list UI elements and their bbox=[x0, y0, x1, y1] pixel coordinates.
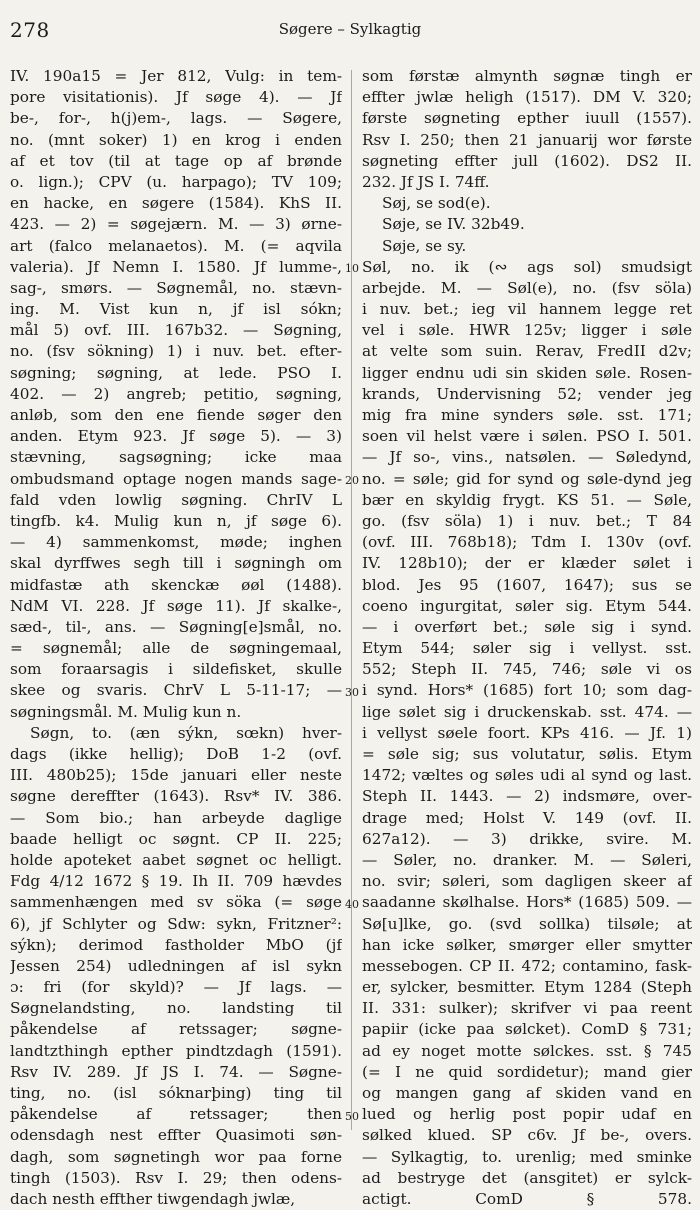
text-line: Jessen 254) udledningen af isl sykn bbox=[10, 956, 342, 975]
line-number: 30 bbox=[345, 685, 359, 699]
text-line: søgningsmål. M. Mulig kun n. bbox=[10, 702, 242, 721]
text-line: sæd-, til-, ans. — Søgning[e]smål, no. bbox=[10, 617, 342, 636]
left-column bbox=[10, 66, 342, 1210]
text-line: — Sylkagtig, to. urenlig; med sminke bbox=[362, 1147, 692, 1166]
text-line: Søje, se sy. bbox=[382, 236, 467, 255]
text-line: som førstæ almynth søgnæ tingh er bbox=[362, 67, 692, 85]
right-column bbox=[362, 66, 692, 1210]
text-line: skee og svaris. ChrV L 5-11-17; — bbox=[10, 681, 342, 700]
text-line: Fdg 4/12 1672 § 19. Ih II. 709 hævdes bbox=[10, 872, 342, 891]
text-line: Etym 544; søler sig i vellyst. sst. bbox=[362, 639, 692, 658]
text-line: sýkn); derimod fastholder MbO (jf bbox=[10, 935, 342, 954]
line-number: 10 bbox=[345, 261, 359, 275]
text-line: drage med; Holst V. 149 (ovf. II. bbox=[362, 808, 692, 827]
text-line: landtzthingh epther pindtzdagh (1591). bbox=[10, 1041, 342, 1060]
text-line: (ovf. III. 768b18); Tdm I. 130v (ovf. bbox=[362, 533, 692, 552]
text-line: be-, for-, h(j)em-, lags. — Søgere, bbox=[10, 109, 342, 128]
text-line: og mangen gang af skiden vand en bbox=[362, 1084, 692, 1102]
text-line: no. (mnt soker) 1) en krog i enden bbox=[10, 130, 342, 149]
text-line: IV. 128b10); der er klæder sølet i bbox=[362, 554, 692, 573]
text-line: 6), jf Schlyter og Sdw: sykn, Fritzner²: bbox=[10, 914, 342, 933]
text-line: påkendelse af retssager; then bbox=[10, 1105, 342, 1124]
text-line: o. lign.); CPV (u. harpago); TV 109; bbox=[10, 172, 342, 191]
text-line: go. (fsv söla) 1) i nuv. bet.; T 84 bbox=[362, 511, 692, 530]
text-line: no. (fsv sökning) 1) i nuv. bet. efter- bbox=[10, 342, 342, 361]
text-line: i synd. Hors* (1685) fort 10; som dag- bbox=[362, 681, 692, 700]
text-line: ligger endnu udi sin skiden søle. Rosen- bbox=[362, 363, 692, 382]
text-line: ɔ: fri (for skyld)? — Jf lags. — bbox=[10, 978, 342, 997]
text-line: effter jwlæ heligh (1517). DM V. 320; bbox=[362, 88, 692, 107]
text-line: dach nesth effther tiwgendagh jwlæ, bbox=[10, 1189, 296, 1208]
text-line: odensdagh nest effter Quasimoti søn- bbox=[10, 1126, 342, 1145]
text-line: mål 5) ovf. III. 167b32. — Søgning, bbox=[10, 321, 342, 340]
text-line: anden. Etym 923. Jf søge 5). — 3) bbox=[10, 427, 342, 446]
text-line: Steph II. 1443. — 2) indsmøre, over- bbox=[362, 787, 692, 806]
text-line: i nuv. bet.; ieg vil hannem legge ret bbox=[362, 300, 692, 319]
text-line: sammenhængen med sv söka (= søge bbox=[10, 893, 342, 912]
text-line: saadanne skølhalse. Hors* (1685) 509. — bbox=[362, 893, 692, 912]
text-line: III. 480b25); 15de januari eller neste bbox=[10, 766, 342, 785]
text-line: bær en skyldig frygt. KS 51. — Søle, bbox=[362, 490, 692, 509]
text-line: (= I ne quid sordidetur); mand gier bbox=[362, 1062, 692, 1081]
text-line: vel i søle. HWR 125v; ligger i søle bbox=[362, 321, 692, 340]
text-line: 627a12). — 3) drikke, svire. M. bbox=[362, 829, 692, 848]
text-line: påkendelse af retssager; søgne- bbox=[10, 1020, 342, 1039]
text-line: tingfb. k4. Mulig kun n, jf søge 6). bbox=[10, 511, 342, 530]
text-line: papiir (icke paa sølcket). ComD § 731; bbox=[362, 1020, 692, 1039]
text-line: lued og herlig post popir udaf en bbox=[362, 1105, 692, 1124]
text-line: baade helligt oc søgnt. CP II. 225; bbox=[10, 829, 342, 848]
page-number: 278 bbox=[10, 18, 50, 42]
text-line: IV. 190a15 = Jer 812, Vulg: in tem- bbox=[10, 67, 342, 85]
text-line: dags (ikke hellig); DoB 1-2 (ovf. bbox=[10, 745, 342, 763]
text-line: dagh, som søgnetingh wor paa forne bbox=[10, 1147, 342, 1166]
text-line: han icke sølker, smørger eller smytter bbox=[362, 935, 692, 954]
text-line: tingh (1503). Rsv I. 29; then odens- bbox=[10, 1168, 342, 1187]
text-line: no. svir; søleri, som dagligen skeer af bbox=[362, 872, 692, 891]
text-line: Søgn, to. (æn sýkn, sœkn) hver- bbox=[30, 723, 342, 742]
running-head: Søgere – Sylkagtig bbox=[278, 20, 422, 38]
text-line: stævning, sagsøgning; icke maa bbox=[10, 448, 342, 467]
text-line: valeria). Jf Nemn I. 1580. Jf lumme-, bbox=[10, 257, 342, 276]
line-number: 20 bbox=[345, 473, 359, 487]
text-line: = søgnemål; alle de søgningemaal, bbox=[10, 639, 342, 658]
text-line: blod. Jes 95 (1607, 1647); sus se bbox=[362, 575, 692, 594]
text-line: Søj, se sod(e). bbox=[382, 194, 491, 213]
text-line: anløb, som den ene fiende søger den bbox=[10, 406, 342, 424]
text-line: Søje, se IV. 32b49. bbox=[382, 215, 525, 234]
text-line: arbejde. M. — Søl(e), no. (fsv söla) bbox=[362, 278, 692, 297]
text-line: — 4) sammenkomst, møde; inghen bbox=[10, 533, 342, 552]
text-line: en hacke, en søgere (1584). KhS II. bbox=[10, 194, 342, 213]
text-line: pore visitationis). Jf søge 4). — Jf bbox=[10, 88, 342, 107]
text-line: II. 331: sulker); skrifver vi paa reent bbox=[362, 999, 692, 1018]
text-line: midfastæ ath skenckæ øøl (1488). bbox=[10, 575, 342, 594]
text-line: art (falco melanaetos). M. (= aqvila bbox=[10, 236, 342, 255]
text-line: som foraarsagis i sildefisket, skulle bbox=[10, 660, 342, 679]
text-line: krands, Undervisning 52; vender jeg bbox=[362, 384, 692, 403]
text-line: ting, no. (isl sóknarþing) ting til bbox=[10, 1084, 342, 1102]
page-header bbox=[0, 0, 700, 48]
text-line: — i overført bet.; søle sig i synd. bbox=[362, 617, 692, 636]
text-line: NdM VI. 228. Jf søge 11). Jf skalke-, bbox=[10, 596, 342, 615]
text-line: = søle sig; sus volutatur, sølis. Etym bbox=[362, 745, 692, 763]
text-line: 423. — 2) = søgejærn. M. — 3) ørne- bbox=[10, 215, 342, 234]
text-line: mig fra mine synders søle. sst. 171; bbox=[362, 406, 692, 424]
text-line: soen vil helst være i sølen. PSO I. 501. bbox=[362, 427, 692, 446]
text-line: Rsv I. 250; then 21 januarij wor første bbox=[362, 130, 692, 149]
text-line: i vellyst søele foort. KPs 416. — Jf. 1) bbox=[362, 723, 692, 742]
text-line: 402. — 2) angreb; petitio, søgning, bbox=[10, 384, 342, 403]
text-line: 1472; væltes og søles udi al synd og last. bbox=[362, 766, 692, 785]
text-line: holde apoteket aabet søgnet oc helligt. bbox=[10, 850, 342, 869]
text-line: — Som bio.; han arbeyde daglige bbox=[10, 808, 342, 827]
text-line: no. = søle; gid for synd og søle-dynd jeg bbox=[362, 469, 692, 488]
text-line: søgning; søgning, at lede. PSO I. bbox=[10, 363, 342, 382]
text-line: søgne dereffter (1643). Rsv* IV. 386. bbox=[10, 787, 342, 806]
text-line: Sø[u]lke, go. (svd sollka) tilsøle; at bbox=[362, 914, 692, 933]
line-number: 40 bbox=[345, 897, 359, 911]
text-line: ing. M. Vist kun n, jf isl sókn; bbox=[10, 300, 342, 319]
text-line: ad bestryge det (ansgitet) er sylck- bbox=[362, 1168, 692, 1187]
text-line: — Jf so-, vins., natsølen. — Søledynd, bbox=[362, 448, 692, 467]
text-line: lige sølet sig i druckenskab. sst. 474. — bbox=[362, 702, 692, 721]
text-line: fald vden lowlig søgning. ChrIV L bbox=[10, 490, 342, 509]
text-line: — Søler, no. dranker. M. — Søleri, bbox=[362, 850, 692, 869]
text-line: 552; Steph II. 745, 746; søle vi os bbox=[362, 660, 692, 679]
text-line: sølked klued. SP c6v. Jf be-, overs. bbox=[362, 1126, 692, 1145]
text-line: første søgneting epther iuull (1557). bbox=[362, 109, 692, 128]
text-line: messebogen. CP II. 472; contamino, fask- bbox=[362, 956, 692, 975]
line-number-gutter bbox=[342, 66, 362, 1136]
text-line: af et tov (til at tage op af brønde bbox=[10, 151, 342, 170]
text-line: Søgnelandsting, no. landsting til bbox=[10, 999, 342, 1018]
text-line: Rsv IV. 289. Jf JS I. 74. — Søgne- bbox=[10, 1062, 342, 1081]
line-number: 50 bbox=[345, 1109, 359, 1123]
text-line: søgneting effter jull (1602). DS2 II. bbox=[362, 151, 692, 170]
text-line: Søl, no. ik (∾ ags sol) smudsigt bbox=[362, 257, 692, 276]
text-line: ad ey noget motte sølckes. sst. § 745 bbox=[362, 1041, 692, 1060]
text-line: coeno ingurgitat, søler sig. Etym 544. bbox=[362, 596, 692, 615]
text-line: sag-, smørs. — Søgnemål, no. stævn- bbox=[10, 278, 342, 297]
text-line: 232. Jf JS I. 74ff. bbox=[362, 172, 490, 191]
text-line: actigt. ComD § 578. bbox=[362, 1189, 692, 1208]
text-line: skal dyrffwes segh till i søgningh om bbox=[10, 554, 342, 573]
text-line: ombudsmand optage nogen mands sage- bbox=[10, 469, 342, 488]
text-line: at velte som suin. Rerav, FredII d2v; bbox=[362, 342, 692, 361]
text-line: er, sylcker, besmitter. Etym 1284 (Steph bbox=[362, 978, 692, 997]
